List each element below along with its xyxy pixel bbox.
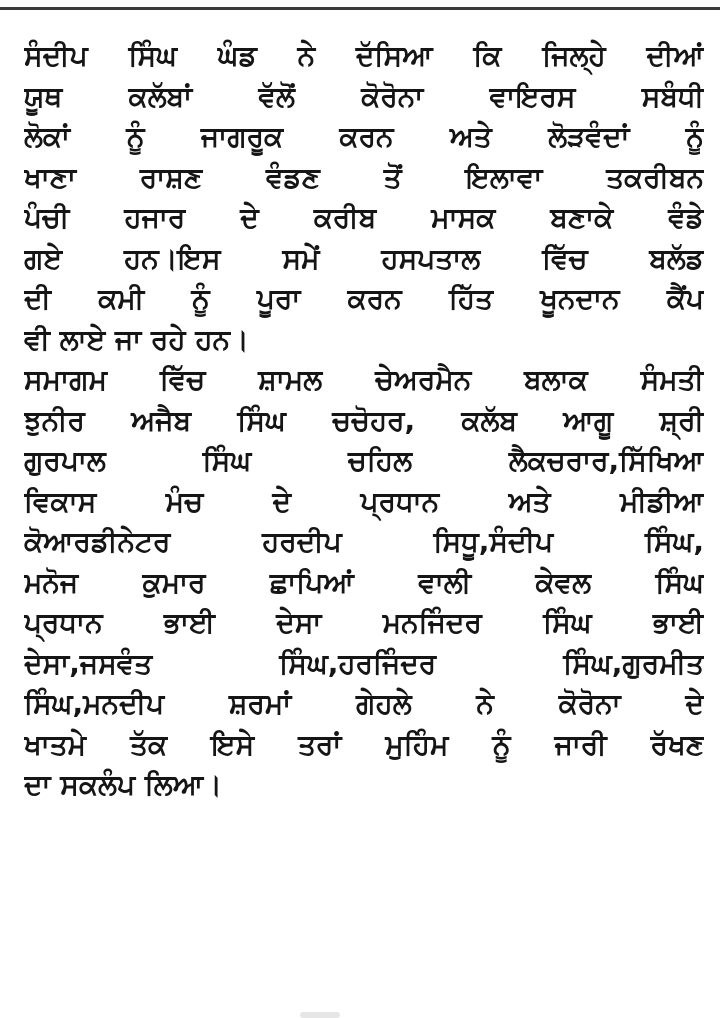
text-line: ਗੁਰਪਾਲ ਸਿੰਘ ਚਹਿਲ ਲੈਕਚਰਾਰ,ਸਿੱਖਿਆ <box>24 444 704 477</box>
text-line: ਸਿੰਘ,ਮਨਦੀਪ ਸ਼ਰਮਾਂ ਗੇਹਲੇ ਨੇ ਕੋਰੋਨਾ ਦੇ <box>24 687 704 720</box>
text-line: ਦੀ ਕਮੀ ਨੂੰ ਪੂਰਾ ਕਰਨ ਹਿੱਤ ਖੂਨਦਾਨ ਕੈਂਪ <box>24 282 704 315</box>
top-divider-line <box>0 7 720 10</box>
bottom-edge-mark <box>300 1012 340 1018</box>
text-line: ਸਮਾਗਮ ਵਿੱਚ ਸ਼ਾਮਲ ਚੇਅਰਮੈਨ ਬਲਾਕ ਸੰਮਤੀ <box>24 363 704 396</box>
text-line: ਝੁਨੀਰ ਅਜੈਬ ਸਿੰਘ ਚਚੋਹਰ, ਕਲੱਬ ਆਗੂ ਸ਼੍ਰੀ <box>24 403 704 437</box>
text-line: ਦੇਸਾ,ਜਸਵੰਤ ਸਿੰਘ,ਹਰਜਿੰਦਰ ਸਿੰਘ,ਗੁਰਮੀਤ <box>24 646 704 680</box>
text-line: ਪੰਚੀ ਹਜਾਰ ਦੇ ਕਰੀਬ ਮਾਸਕ ਬਣਾਕੇ ਵੰਡੇ <box>24 201 704 234</box>
text-line: ਯੂਥ ਕਲੱਬਾਂ ਵੱਲੋਂ ਕੋਰੋਨਾ ਵਾਇਰਸ ਸਬੰਧੀ <box>24 79 704 113</box>
text-line: ਸੰਦੀਪ ਸਿੰਘ ਘੰਡ ਨੇ ਦੱਸਿਆ ਕਿ ਜਿਲ੍ਹੇ ਦੀਆਂ <box>24 39 704 72</box>
text-line: ਵੀ ਲਾਏ ਜਾ ਰਹੇ ਹਨ। <box>24 322 249 356</box>
text-line: ਪ੍ਰਧਾਨ ਭਾਈ ਦੇਸਾ ਮਨਜਿੰਦਰ ਸਿੰਘ ਭਾਈ <box>24 606 704 639</box>
text-line: ਕੋਆਰਡੀਨੇਟਰ ਹਰਦੀਪ ਸਿਧੂ,ਸੰਦੀਪ ਸਿੰਘ, <box>24 525 704 558</box>
text-line: ਦਾ ਸਕਲੰਪ ਲਿਆ। <box>24 768 223 801</box>
text-line: ਖਾਣਾ ਰਾਸ਼ਣ ਵੰਡਣ ਤੋਂ ਇਲਾਵਾ ਤਕਰੀਬਨ <box>24 160 704 194</box>
text-line: ਗਏ ਹਨ।ਇਸ ਸਮੇਂ ਹਸਪਤਾਲ ਵਿੱਚ ਬਲੱਡ <box>24 241 704 275</box>
paragraph-2 <box>24 360 704 806</box>
text-line: ਖਾਤਮੇ ਤੱਕ ਇਸੇ ਤਰਾਂ ਮੁਹਿੰਮ ਨੂੰ ਜਾਰੀ ਰੱਖਣ <box>24 727 704 761</box>
text-line: ਲੋਕਾਂ ਨੂੰ ਜਾਗਰੂਕ ਕਰਨ ਅਤੇ ਲੋੜਵੰਦਾਂ ਨੂੰ <box>24 120 704 153</box>
news-article-body <box>24 36 704 806</box>
text-line: ਮਨੋਜ ਕੁਮਾਰ ਛਾਪਿਆਂ ਵਾਲੀ ਕੇਵਲ ਸਿੰਘ <box>24 565 704 599</box>
text-line: ਵਿਕਾਸ ਮੰਚ ਦੇ ਪ੍ਰਧਾਨ ਅਤੇ ਮੀਡੀਆ <box>24 484 704 518</box>
paragraph-1 <box>24 36 704 360</box>
